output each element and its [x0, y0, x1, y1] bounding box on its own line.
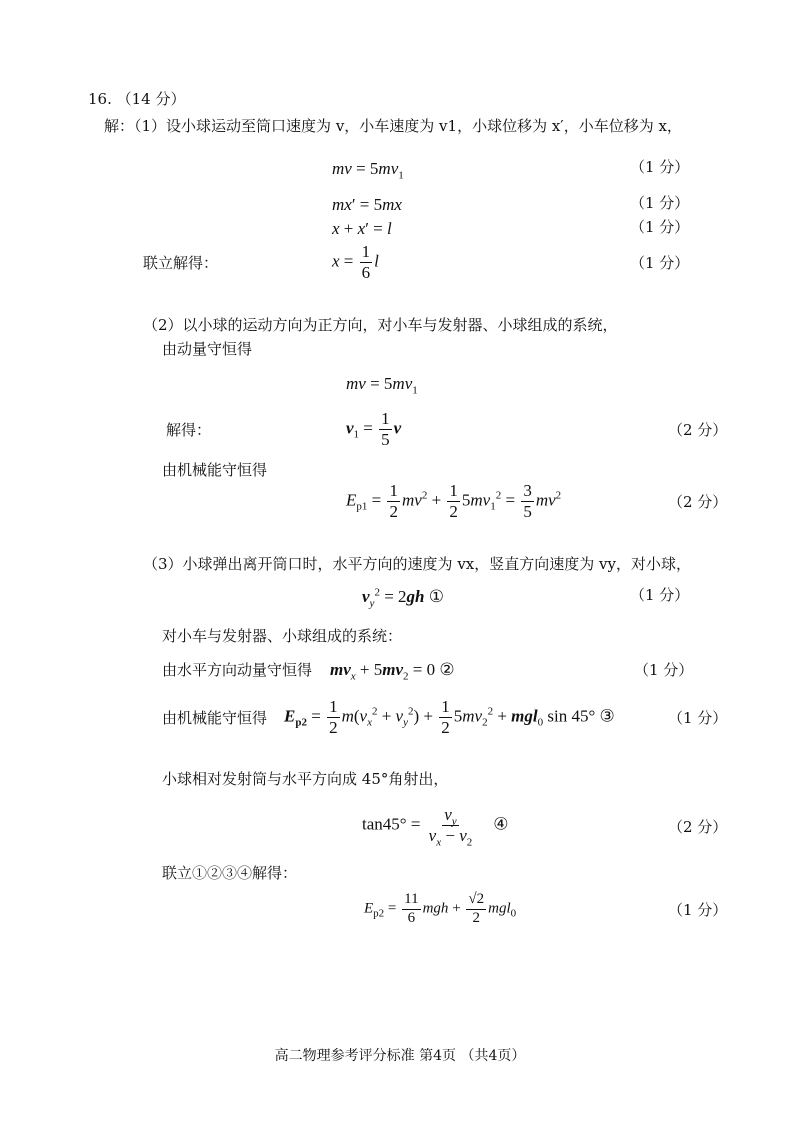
eq-vertical-velocity: $v_y^2 = 2gh$ ① — [362, 586, 444, 610]
part2-momentum-label: 由动量守恒得 — [162, 340, 253, 358]
part2-energy-label: 由机械能守恒得 — [162, 461, 268, 479]
score-9: （1 分） — [668, 709, 728, 727]
eq-result-v1: $v_1$ = $\frac{1}{5}$ v — [346, 409, 402, 449]
part3-joint-label: 联立①②③④解得： — [162, 864, 298, 882]
question-number: 16. （14 分） — [88, 90, 186, 108]
score-3: （1 分） — [630, 218, 690, 236]
score-2: （1 分） — [630, 194, 690, 212]
score-5: （2 分） — [668, 421, 728, 439]
page-footer: 高二物理参考评分标准 第4页 （共4页） — [274, 1048, 526, 1064]
part2-solve-label: 解得： — [166, 421, 212, 439]
eq-energy-ep1: $E_{p1}$ = $\frac{1}{2}$ $mv^2$ + $\frac{1}{2}$ $5mv_1^2$ = $\frac{3}{5}$ $mv^2$ — [346, 481, 562, 521]
score-8: （1 分） — [634, 661, 694, 679]
eq-momentum-2: mv = $5mv_1$ — [346, 374, 418, 397]
part3-intro: （3）小球弹出离开筒口时，水平方向的速度为 vx，竖直方向速度为 vy，对小球， — [143, 555, 691, 573]
eq-result-x: x = $\frac{1}{6}$ l — [332, 242, 379, 282]
part3-system-label: 对小车与发射器、小球组成的系统： — [162, 627, 403, 645]
eq-displacement-sum: x + x′ = l — [332, 219, 392, 238]
score-4: （1 分） — [630, 254, 690, 272]
score-6: （2 分） — [668, 493, 728, 511]
eq-result-ep2: $E_{p2}$ = $\frac{11}{6}$ mgh + $\frac{√2}{2}$ mgl$_0$ — [364, 891, 517, 926]
eq-displacement-1: mx′ = 5mx — [332, 195, 402, 214]
eq-energy-ep2: $E_{p2}$ = $\frac{1}{2}$ $m(v_x^2 + v_y^2)$ + $\frac{1}{2}$ $5mv_2^2 + mgl_0$ sin 45° ③ — [284, 697, 615, 737]
eq-momentum-1: mv = $5mv_1$ — [332, 159, 404, 182]
part2-intro: （2）以小球的运动方向为正方向，对小车与发射器、小球组成的系统， — [143, 316, 618, 334]
part1-joint-label: 联立解得： — [143, 254, 219, 272]
score-1: （1 分） — [630, 158, 690, 176]
eq-horizontal-momentum: $mv_x + 5mv_2 = 0$ ② — [330, 660, 455, 683]
part3-angle-text: 小球相对发射筒与水平方向成 45°角射出， — [162, 770, 449, 788]
eq-tan45: tan45° = $\frac{v_y}{v_x - v_2}$ ④ — [362, 805, 509, 849]
score-7: （1 分） — [630, 586, 690, 604]
part1-intro: 解：（1）设小球运动至筒口速度为 v，小车速度为 v1，小球位移为 x′，小车位移为 x， — [104, 117, 682, 135]
score-10: （2 分） — [668, 818, 728, 836]
part3-energy-label: 由机械能守恒得 — [162, 709, 268, 727]
part3-horiz-label: 由水平方向动量守恒得 — [162, 661, 313, 679]
score-11: （1 分） — [668, 901, 728, 919]
